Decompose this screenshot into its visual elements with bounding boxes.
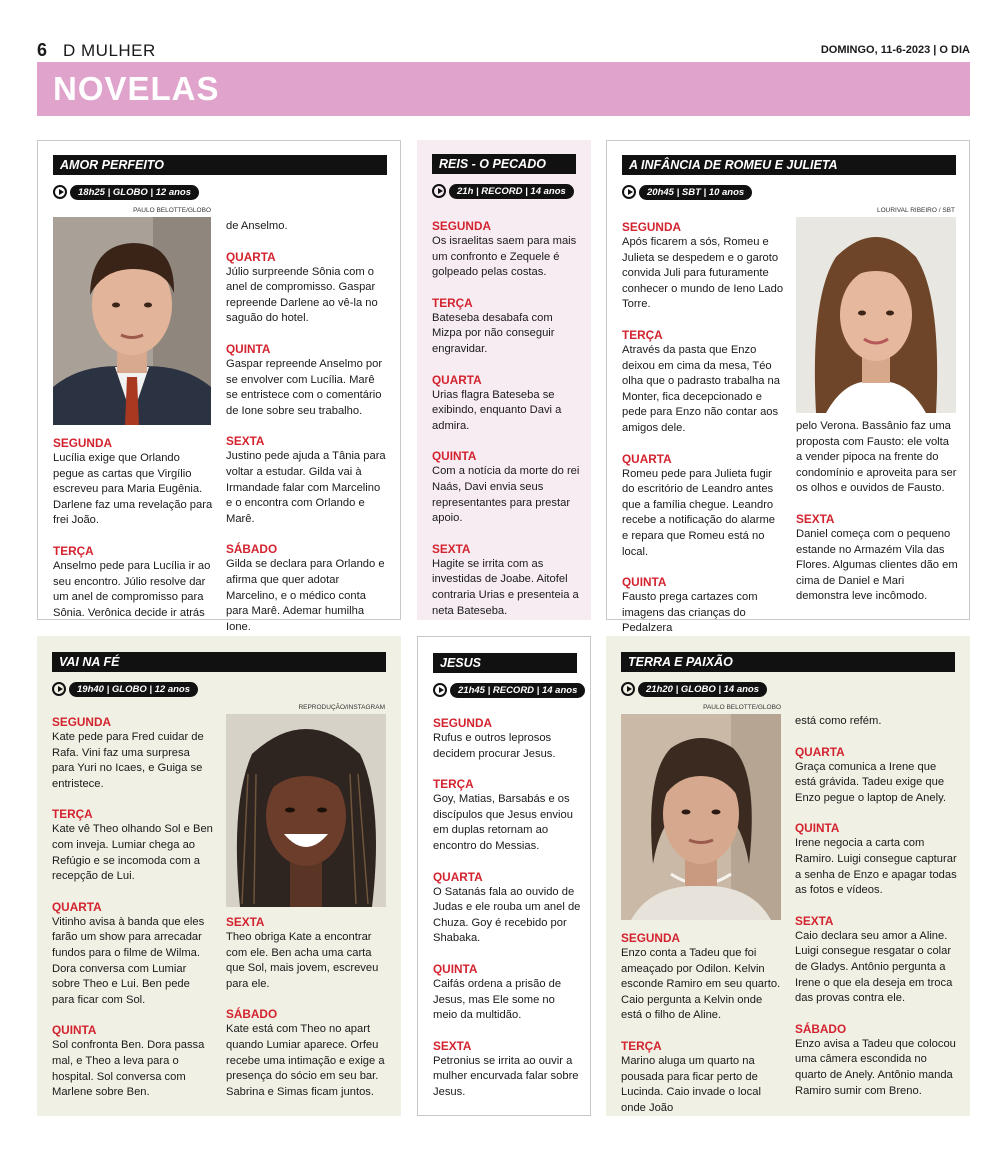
summary-text: Petronius se irrita ao ouvir a mulher encurvada falar sobre Jesus.: [433, 1054, 579, 1098]
summary-text: Vitinho avisa à banda que eles farão um show para arrecadar fundos para o filme de Wilma. Dora conversa com Lumiar sobre Theo e Lui. Ben pede para ficar com Sol.: [52, 915, 205, 1006]
day-label: TERÇA: [621, 1038, 662, 1053]
day-label: QUINTA: [795, 821, 840, 836]
day-label: SEGUNDA: [622, 220, 681, 234]
column-a: [52, 714, 214, 1115]
schedule-pill: 21h45 | RECORD | 14 anos: [450, 683, 585, 698]
day-label: QUINTA: [622, 575, 667, 590]
summary-text: Marino aluga um quarto na pousada para ficar perto de Lucinda. Caio invade o local onde João: [621, 1054, 761, 1114]
summary-text: Kate pede para Fred cuidar de Rafa. Vini faz uma surpresa para Yuri no Icaes, e Guiga se entristece.: [52, 731, 204, 790]
play-icon: [52, 682, 66, 696]
summary-text: Gilda se declara para Orlando e afirma que quer adotar Marcelino, e o médico conta para Marê. Ademar humilha Ione.: [226, 558, 385, 633]
show-title: REIS - O PECADO: [432, 154, 576, 174]
day-label: SÁBADO: [226, 542, 278, 557]
box-reis-o-pecado: [417, 140, 591, 620]
summary-text: de Anselmo.: [226, 220, 288, 232]
actor-photo: [53, 217, 211, 425]
show-info: [53, 184, 199, 200]
actor-photo: [796, 217, 956, 413]
summary-text: Lucília exige que Orlando pegue as cartas que Virgílio escreveu para Maria Eugênia. Darlene faz uma revelação para frei João.: [53, 452, 213, 527]
summary-text: Júlio surpreende Sônia com o anel de compromisso. Gaspar repreende Darlene ao vê-la no saguão do hotel.: [226, 265, 378, 325]
schedule-pill: 21h | RECORD | 14 anos: [449, 184, 574, 199]
photo-credit: PAULO BELOTTE/GLOBO: [133, 207, 211, 214]
day-label: QUARTA: [52, 899, 102, 914]
play-icon: [621, 682, 635, 696]
show-info: [621, 681, 767, 697]
show-info: [52, 681, 198, 697]
column-b: [226, 219, 388, 649]
box-infancia-romeu-julieta: [606, 140, 970, 635]
show-title: AMOR PERFEITO: [53, 155, 387, 175]
play-icon: [622, 185, 636, 199]
summary-text: Gaspar repreende Anselmo por se envolver com Lucília. Marê se entristece com o comentário de Ione sobre seu trabalho.: [226, 357, 383, 417]
schedule-pill: 20h45 | SBT | 10 anos: [639, 185, 752, 200]
summary-text: está como refém.: [795, 715, 882, 727]
summary-text: Romeu pede para Julieta fugir do escritório de Leandro antes que a família chegue. Leandro recebe a notificação do alarme e repara que Romeu está no local.: [622, 467, 775, 558]
schedule-pill: 21h20 | GLOBO | 14 anos: [638, 682, 767, 697]
show-info: [432, 183, 574, 199]
box-vai-na-fe: [37, 636, 401, 1116]
section-name: D MULHER: [63, 41, 156, 60]
day-label: SEXTA: [795, 913, 834, 928]
schedule-pill: 18h25 | GLOBO | 12 anos: [70, 185, 199, 200]
day-label: TERÇA: [433, 777, 474, 792]
show-title: TERRA E PAIXÃO: [621, 652, 955, 672]
photo-credit: REPRODUÇÃO/INSTAGRAM: [298, 704, 385, 711]
summary-text: Bateseba desabafa com Mizpa por não conseguir engravidar.: [432, 311, 555, 355]
show-info: [433, 682, 585, 698]
dateline: DOMINGO, 11-6-2023 | O DIA: [820, 44, 970, 56]
day-label: SEGUNDA: [52, 715, 111, 729]
day-label: SEGUNDA: [53, 436, 112, 450]
summary-text: Theo obriga Kate a encontrar com ele. Ben acha uma carta que Sol, mais jovem, escreveu para ele.: [226, 931, 379, 990]
day-label: SEXTA: [433, 1038, 472, 1053]
day-label: SEXTA: [796, 511, 835, 526]
summary-text: Justino pede ajuda a Tânia para voltar a estudar. Gilda vai à Irmandade falar com Marcelino e o encontra com Orlando e Marê.: [226, 450, 386, 525]
column: [433, 715, 581, 1115]
summary-text: Caio declara seu amor a Aline. Luigi consegue resgatar o colar de Gladys. Antônio pergunta a Irene o que ela deseja em troca das provas contra ele.: [795, 929, 953, 1005]
day-label: TERÇA: [53, 543, 94, 558]
day-label: SEGUNDA: [433, 716, 492, 730]
column-a: [53, 435, 213, 635]
summary-text: Rufus e outros leprosos decidem procurar Jesus.: [433, 732, 556, 760]
column-a: [621, 930, 783, 1130]
column-b: [226, 914, 388, 1114]
day-label: QUARTA: [433, 869, 483, 884]
day-label: SEXTA: [432, 541, 471, 556]
day-label: QUINTA: [52, 1023, 97, 1038]
page-header: [37, 40, 970, 60]
day-label: QUINTA: [433, 961, 478, 976]
summary-text: Hagite se irrita com as investidas de Joabe. Aitofel contraria Urias e presenteia a neta Bateseba.: [432, 557, 579, 617]
day-label: QUARTA: [795, 744, 845, 759]
photo-credit: LOURIVAL RIBEIRO / SBT: [876, 207, 955, 214]
summary-text: Enzo conta a Tadeu que foi ameaçado por Odilon. Kelvin esconde Ramiro em seu quarto. Caio pergunta a Kelvin onde está o filho de Aline.: [621, 947, 781, 1022]
column: [432, 218, 580, 633]
day-label: SÁBADO: [226, 1007, 278, 1022]
column-a: [622, 219, 784, 651]
summary-text: pelo Verona. Bassânio faz uma proposta com Fausto: ele volta a vender pipoca na frente do condomínio e aproveita para ser os olhos e ouvidos de Fausto.: [796, 420, 957, 495]
summary-text: Anselmo pede para Lucília ir ao seu encontro. Júlio resolve dar um anel de compromisso para Sônia. Verônica decide ir atrás: [53, 559, 211, 619]
summary-text: Os israelitas saem para mais um confronto e Zequele é golpeado pelas costas.: [432, 235, 577, 279]
day-label: TERÇA: [52, 807, 93, 822]
summary-text: Goy, Matias, Barsabás e os discípulos que Jesus enviou em duplas retornam ao encontro do Messias.: [433, 793, 573, 852]
show-title: VAI NA FÉ: [52, 652, 386, 672]
summary-text: Com a notícia da morte do rei Naás, Davi envia seus representantes para prestar apoio.: [432, 465, 580, 525]
day-label: SEGUNDA: [432, 219, 491, 233]
summary-text: Daniel começa com o pequeno estande no Armazém Vila das Flores. Algumas clientes dão em cima de Daniel e Mari demonstra leve incômodo.: [796, 527, 958, 603]
summary-text: Kate está com Theo no apart quando Lumiar aparece. Orfeu recebe uma intimação e exige a presença do sócio em seu bar. Sabrina e Simas ficam juntos.: [226, 1023, 385, 1098]
day-label: SEXTA: [226, 915, 265, 929]
summary-text: Urias flagra Bateseba se exibindo, enquanto Davi a admira.: [432, 388, 562, 432]
section-banner: [37, 62, 970, 116]
actor-photo: [621, 714, 781, 920]
summary-text: Fausto prega cartazes com imagens das crianças do Pedalzera: [622, 591, 758, 635]
summary-text: Caifás ordena a prisão de Jesus, mas Ele some no meio da multidão.: [433, 977, 562, 1022]
day-label: QUARTA: [226, 249, 276, 264]
column-b: [795, 714, 957, 1113]
play-icon: [53, 185, 67, 199]
day-label: SEXTA: [226, 434, 265, 449]
summary-text: Graça comunica a Irene que está grávida. Tadeu exige que Enzo pegue o laptop de Anely.: [795, 760, 946, 804]
day-label: QUINTA: [432, 449, 477, 464]
play-icon: [433, 683, 447, 697]
banner-title: NOVELAS: [53, 70, 220, 107]
summary-text: O Satanás fala ao ouvido de Judas e ele rouba um anel de Chuza. Goy é recebido por Shabaka.: [433, 885, 581, 945]
day-label: QUARTA: [432, 372, 482, 387]
show-title: A INFÂNCIA DE ROMEU E JULIETA: [622, 155, 956, 175]
schedule-pill: 19h40 | GLOBO | 12 anos: [69, 682, 198, 697]
page-number: 6: [37, 40, 48, 60]
photo-credit: PAULO BELOTTE/GLOBO: [703, 704, 781, 711]
show-info: [622, 184, 752, 200]
box-jesus: [417, 636, 591, 1116]
day-label: SEGUNDA: [621, 931, 680, 945]
day-label: QUARTA: [622, 451, 672, 466]
actor-photo: [226, 714, 386, 907]
box-amor-perfeito: [37, 140, 401, 633]
summary-text: Após ficarem a sós, Romeu e Julieta se despedem e o garoto convida Juli para futuramente conhecer o mundo de Ieno Lado Torre.: [622, 236, 784, 311]
day-label: QUINTA: [226, 341, 271, 356]
day-label: TERÇA: [622, 327, 663, 342]
day-label: SÁBADO: [795, 1021, 847, 1036]
play-icon: [432, 184, 446, 198]
show-title: JESUS: [433, 653, 577, 673]
summary-text: Sol confronta Ben. Dora passa mal, e Theo a leva para o hospital. Sol conversa com Marlene sobre Ben.: [52, 1039, 205, 1099]
summary-text: Através da pasta que Enzo deixou em cima da mesa, Téo olha que o padrasto trabalha na Monter, fica decepcionado e pede para Enzo não contar aos amigos dele.: [622, 343, 780, 434]
box-terra-e-paixao: [606, 636, 970, 1116]
summary-text: Enzo avisa a Tadeu que colocou uma câmera escondida no quarto de Anely. Antônio manda Ramiro sumir com Breno.: [795, 1037, 956, 1097]
summary-text: Kate vê Theo olhando Sol e Ben com inveja. Lumiar chega ao Refúgio e se incomoda com a recepção de Lui.: [52, 823, 213, 883]
column-b: [796, 419, 958, 619]
day-label: TERÇA: [432, 295, 473, 310]
summary-text: Irene negocia a carta com Ramiro. Luigi consegue capturar a senha de Enzo e apagar todas as fotos e vídeos.: [795, 837, 957, 897]
